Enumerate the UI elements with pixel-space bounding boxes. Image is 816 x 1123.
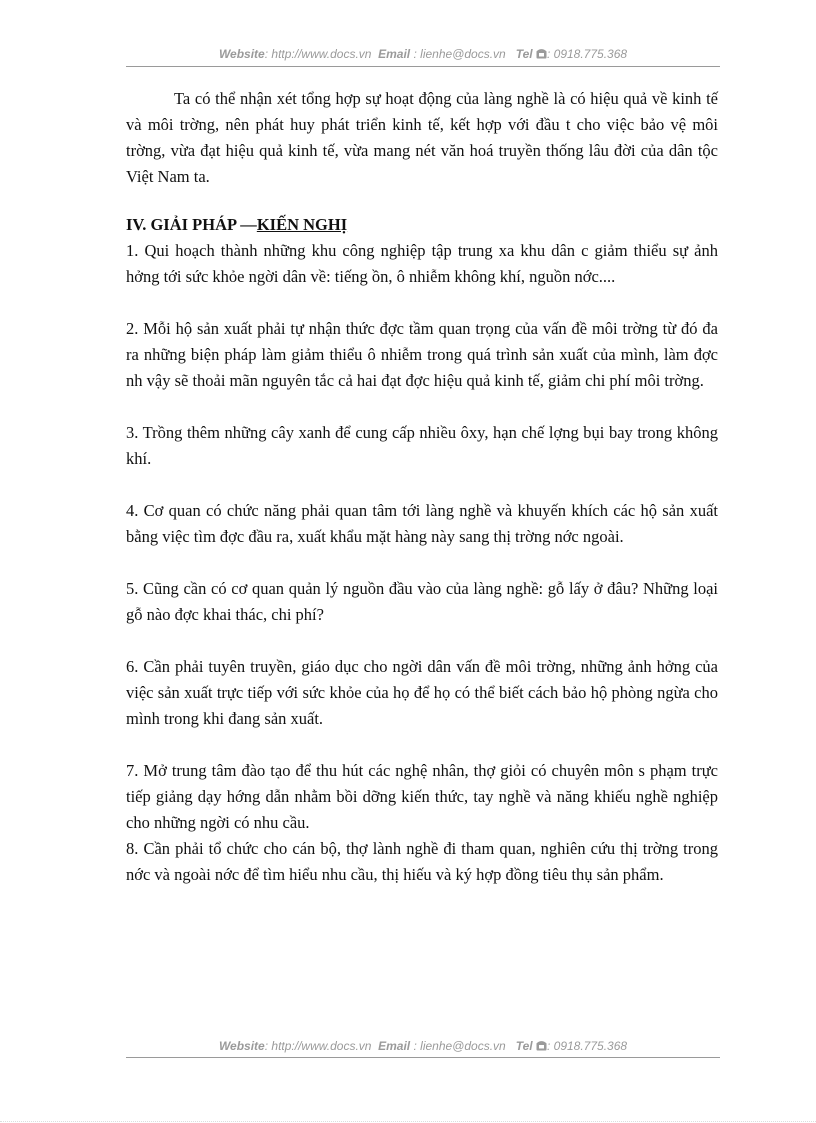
footer-email-label: Email — [378, 1039, 411, 1053]
header-email-label: Email — [378, 47, 411, 61]
document-body — [126, 86, 718, 888]
section-heading — [126, 212, 718, 238]
page-header — [126, 47, 720, 61]
header-website-label: Website — [218, 47, 265, 61]
list-item: 3. Trồng thêm những cây xanh để cung cấp nhiều ôxy, hạn chế lợng bụi bay trong không khí. — [126, 423, 718, 468]
page-footer — [126, 1039, 720, 1053]
list-item: 8. Cần phải tổ chức cho cán bộ, thợ lành nghề đi tham quan, nghiên cứu thị trờng trong nớc và ngoài nớc để tìm hiểu nhu cầu, thị hiếu và ký hợp đồng tiêu thụ sản phẩm. — [126, 839, 718, 884]
list-item: 7. Mở trung tâm đào tạo để thu hút các nghệ nhân, thợ giỏi có chuyên môn s phạm trực tiếp giảng dạy hớng dẫn nhằm bồi dỡng kiến thức, tay nghề và năng khiếu nghề nghiệp cho những ngời có nhu cầu. — [126, 761, 718, 832]
header-tel-label: Tel — [515, 47, 533, 61]
header-tel-value: : 0918.775.368 — [546, 47, 628, 61]
section-heading-prefix: IV. GIẢI PHÁP — — [126, 215, 257, 234]
page-bottom-dotted-line — [0, 1121, 816, 1122]
footer-rule — [126, 1057, 720, 1058]
footer-website-value: : http://www.docs.vn — [264, 1039, 372, 1053]
phone-icon — [536, 1041, 547, 1051]
header-rule — [126, 66, 720, 67]
header-email-value: : lienhe@docs.vn — [413, 47, 506, 61]
footer-email-value: : lienhe@docs.vn — [413, 1039, 506, 1053]
footer-tel-value: : 0918.775.368 — [546, 1039, 628, 1053]
footer-website-label: Website — [218, 1039, 265, 1053]
intro-paragraph: Ta có thể nhận xét tổng hợp sự hoạt động của làng nghề là có hiệu quả về kinh tế và môi trờng, nên phát huy phát triển kinh tế, kết hợp với đầu t cho việc bảo vệ môi trờng, vừa đạt hiệu quả kinh tế, vừa mang nét văn hoá truyền thống lâu đời của dân tộc Việt Nam ta. — [126, 89, 718, 186]
list-item: 5. Cũng cần có cơ quan quản lý nguồn đầu vào của làng nghề: gỗ lấy ở đâu? Những loại gỗ nào đợc khai thác, chi phí? — [126, 579, 718, 624]
phone-icon — [536, 49, 547, 59]
header-website-value: : http://www.docs.vn — [264, 47, 372, 61]
list-item: 6. Cần phải tuyên truyền, giáo dục cho ngời dân vấn đề môi trờng, những ảnh hởng của việc sản xuất trực tiếp với sức khỏe của họ để họ có thể biết cách bảo hộ phòng ngừa cho mình trong khi đang sản xuất. — [126, 657, 718, 728]
section-heading-underlined: KIẾN NGHỊ — [256, 215, 348, 234]
list-item: 2. Mỗi hộ sản xuất phải tự nhận thức đợc tầm quan trọng của vấn đề môi trờng từ đó đa ra những biện pháp làm giảm thiểu ô nhiễm trong quá trình sản xuất của mình, làm đợc nh vậy sẽ thoải mãn nguyên tắc cả hai đạt đợc hiệu quả kinh tế, giảm chi phí môi trờng. — [126, 319, 718, 390]
list-item: 1. Qui hoạch thành những khu công nghiệp tập trung xa khu dân c giảm thiểu sự ảnh hởng tới sức khỏe ngời dân về: tiếng ồn, ô nhiễm không khí, nguồn nớc.... — [126, 241, 718, 286]
list-item: 4. Cơ quan có chức năng phải quan tâm tới làng nghề và khuyến khích các hộ sản xuất bằng việc tìm đợc đầu ra, xuất khẩu mặt hàng này sang thị trờng nớc ngoài. — [126, 501, 718, 546]
footer-tel-label: Tel — [515, 1039, 533, 1053]
